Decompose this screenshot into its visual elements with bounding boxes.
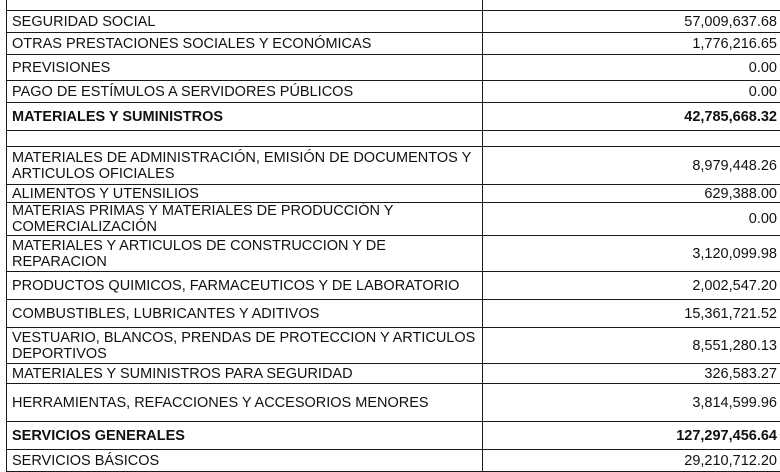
budget-table <box>6 0 780 472</box>
amount-cell <box>483 131 780 147</box>
amount-cell: 3,120,099.98 <box>483 236 780 272</box>
table-row <box>7 33 780 55</box>
table-row <box>7 131 780 147</box>
table-row <box>7 55 780 81</box>
concept-cell <box>7 300 483 328</box>
amount-cell: 8,551,280.13 <box>483 328 780 364</box>
concept-label: SEGURIDAD SOCIAL <box>12 14 478 30</box>
concept-cell <box>7 103 483 131</box>
amount-cell: 0.00 <box>483 203 780 236</box>
concept-label: SERVICIOS BÁSICOS <box>12 453 478 469</box>
table-row <box>7 272 780 300</box>
concept-cell <box>7 203 483 236</box>
table-row <box>7 11 780 33</box>
concept-cell <box>7 384 483 422</box>
table-row <box>7 0 780 11</box>
concept-label: PAGO DE ESTÍMULOS A SERVIDORES PÚBLICOS <box>12 84 478 100</box>
concept-cell <box>7 328 483 364</box>
amount-cell: 15,361,721.52 <box>483 300 780 328</box>
amount-cell: 2,002,547.20 <box>483 272 780 300</box>
budget-table-sheet <box>6 0 774 472</box>
concept-cell <box>7 364 483 384</box>
amount-cell: 0.00 <box>483 81 780 103</box>
table-row <box>7 147 780 185</box>
table-row <box>7 236 780 272</box>
table-row <box>7 450 780 472</box>
amount-cell <box>483 0 780 11</box>
concept-label: MATERIALES Y SUMINISTROS <box>12 109 478 125</box>
amount-cell: 42,785,668.32 <box>483 103 780 131</box>
concept-cell <box>7 55 483 81</box>
table-row <box>7 185 780 203</box>
amount-cell: 3,814,599.96 <box>483 384 780 422</box>
table-row <box>7 422 780 450</box>
amount-cell: 57,009,637.68 <box>483 11 780 33</box>
table-row <box>7 103 780 131</box>
concept-cell <box>7 33 483 55</box>
amount-cell: 326,583.27 <box>483 364 780 384</box>
concept-label: COMBUSTIBLES, LUBRICANTES Y ADITIVOS <box>12 306 478 322</box>
table-row <box>7 384 780 422</box>
concept-label: SERVICIOS GENERALES <box>12 428 478 444</box>
concept-cell <box>7 0 483 11</box>
concept-label: OTRAS PRESTACIONES SOCIALES Y ECONÓMICAS <box>12 36 478 52</box>
concept-cell <box>7 450 483 472</box>
concept-label: MATERIALES Y ARTICULOS DE CONSTRUCCION Y DE REPARACION <box>12 238 478 270</box>
table-row <box>7 81 780 103</box>
table-row <box>7 300 780 328</box>
concept-label: PRODUCTOS QUIMICOS, FARMACEUTICOS Y DE LABORATORIO <box>12 278 478 294</box>
concept-label: HERRAMIENTAS, REFACCIONES Y ACCESORIOS MENORES <box>12 395 478 411</box>
concept-cell <box>7 81 483 103</box>
amount-cell: 629,388.00 <box>483 185 780 203</box>
concept-cell <box>7 131 483 147</box>
amount-cell: 0.00 <box>483 55 780 81</box>
concept-cell <box>7 11 483 33</box>
table-row <box>7 364 780 384</box>
concept-cell <box>7 272 483 300</box>
table-row <box>7 203 780 236</box>
concept-label: PREVISIONES <box>12 60 478 76</box>
concept-cell <box>7 422 483 450</box>
amount-cell: 1,776,216.65 <box>483 33 780 55</box>
concept-cell <box>7 147 483 185</box>
budget-table-body <box>7 0 780 472</box>
amount-cell: 8,979,448.26 <box>483 147 780 185</box>
concept-cell <box>7 185 483 203</box>
concept-label: VESTUARIO, BLANCOS, PRENDAS DE PROTECCION Y ARTICULOS DEPORTIVOS <box>12 330 478 362</box>
concept-label: MATERIALES DE ADMINISTRACIÓN, EMISIÓN DE DOCUMENTOS Y ARTICULOS OFICIALES <box>12 150 478 182</box>
table-row <box>7 328 780 364</box>
amount-cell: 127,297,456.64 <box>483 422 780 450</box>
concept-cell <box>7 236 483 272</box>
concept-label: MATERIALES Y SUMINISTROS PARA SEGURIDAD <box>12 366 478 382</box>
concept-label: MATERIAS PRIMAS Y MATERIALES DE PRODUCCIÓN Y COMERCIALIZACIÓN <box>12 203 478 235</box>
amount-cell: 29,210,712.20 <box>483 450 780 472</box>
concept-label: ALIMENTOS Y UTENSILIOS <box>12 186 478 202</box>
